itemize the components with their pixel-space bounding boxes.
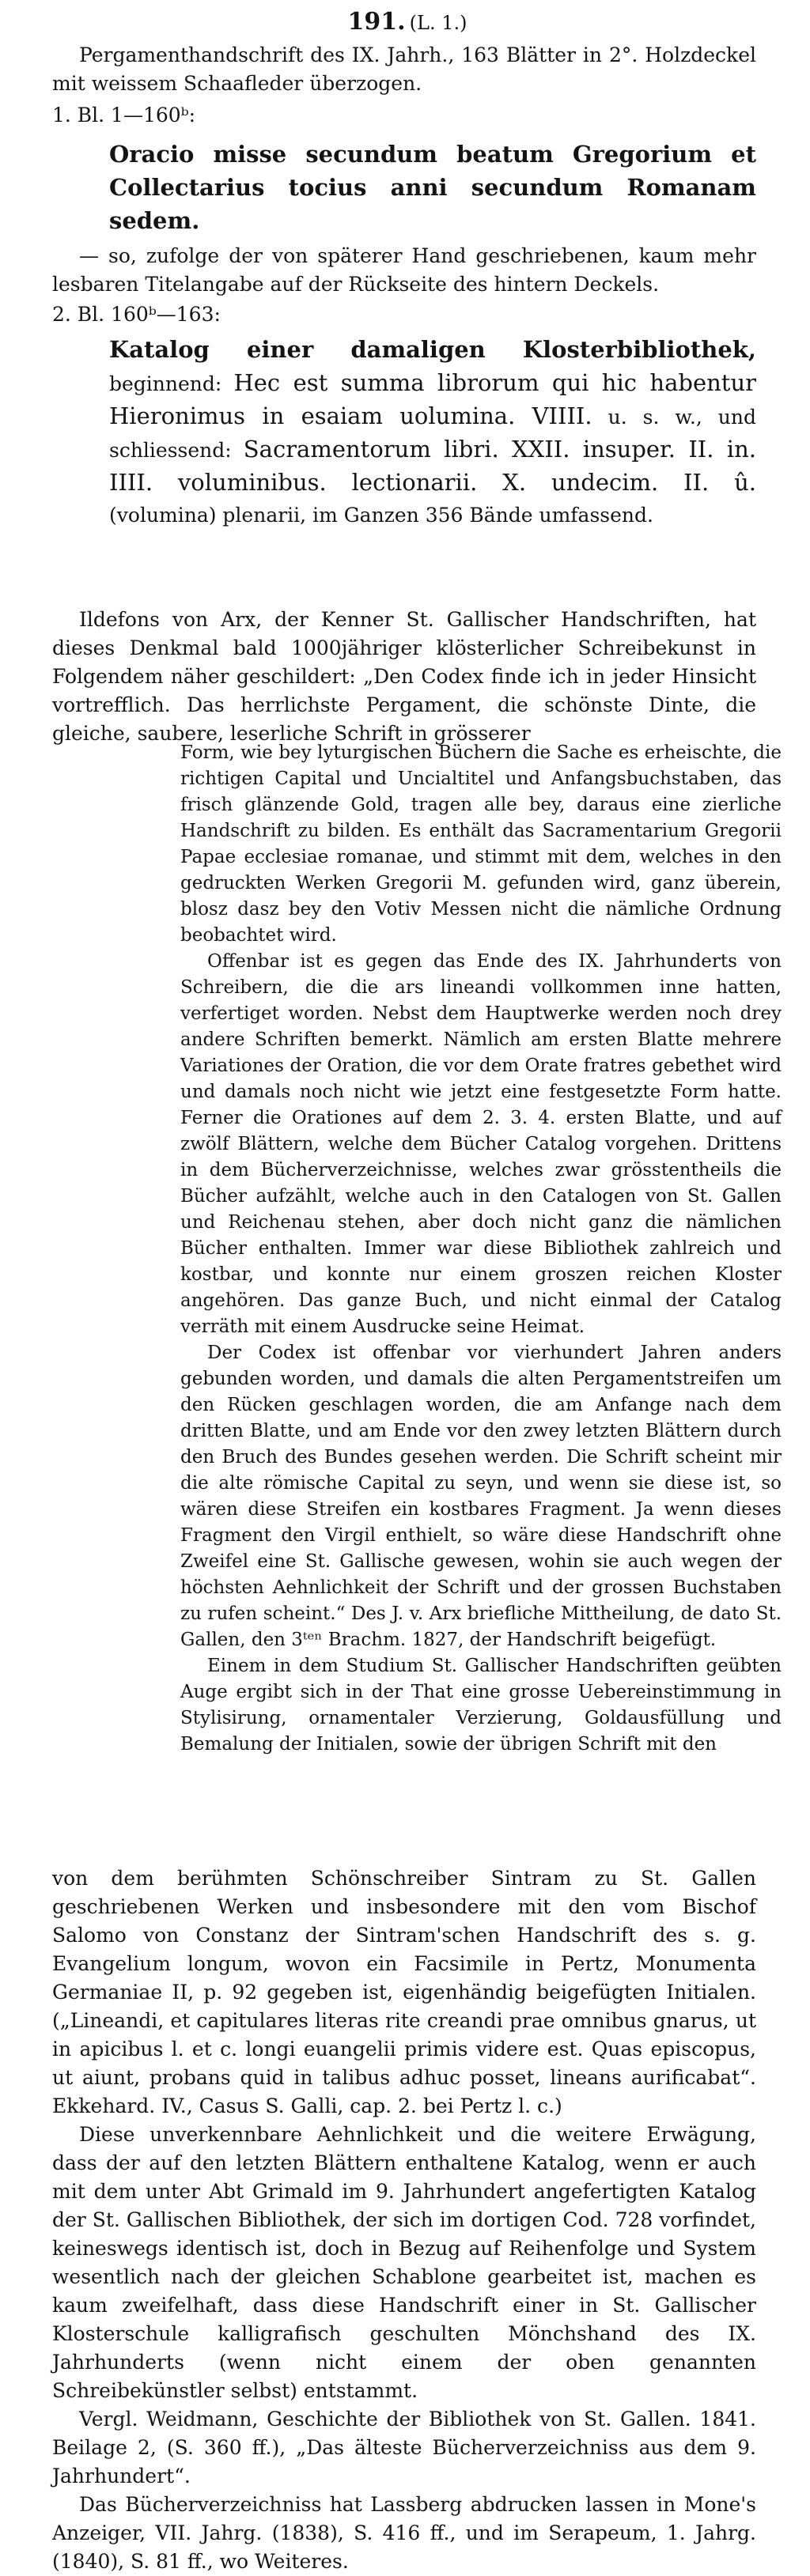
- item2-quote1-tail: u. s. w., und schliessend:: [109, 406, 756, 462]
- item1-note: — so, zufolge der von späterer Hand geschriebenen, kaum mehr lesbaren Titelangabe auf der Rückseite des hintern Deckels.: [52, 244, 756, 296]
- item2-quote1: Hec est summa librorum qui hic habentur Hieronimus in esaiam uolumina. VIIII.: [109, 369, 756, 429]
- page-reference: (L. 1.): [409, 12, 467, 34]
- body-paragraph: von dem berühmten Schönschreiber Sintram zu St. Gallen geschriebenen Werken und insbesondere mit den vom Bischof Salomo von Constanz der Sintram'schen Handschrift des s. g. Evangelium longum, wovon ein Facsimile in Pertz, Monumenta Germaniae II, p. 92 gegeben ist, eigenhändig beigefügten Initialen. („Lineandi, et capitulares literas rite creandi prae omnibus gnarus, ut in apicibus l. et c. longi euangelii primis videre est. Quas episcopus, ut aiunt, probans quid in talibus adhuc posset, lineans aurificabat“. Ekkehard. IV., Casus S. Galli, cap. 2. bei Pertz l. c.): [52, 1867, 756, 2117]
- item2-quote2: Sacramentorum libri. XXII. insuper. II. in. IIII. voluminibus. lectionarii. X. undecim. II. û.: [109, 436, 756, 496]
- page-number: 191.: [347, 8, 406, 36]
- item2-body: [109, 334, 756, 531]
- lower-text-block: [52, 1864, 756, 2576]
- intro-paragraph: Pergamenthandschrift des IX. Jahrh., 163 Blätter in 2°. Holzdeckel mit weissem Schaafleder überzogen.: [52, 43, 756, 95]
- item2-title-rest: beginnend:: [109, 372, 222, 395]
- page-header: [281, 6, 534, 38]
- item2-label: 2. Bl. 160ᵇ—163:: [52, 303, 221, 326]
- item1-label: 1. Bl. 1—160ᵇ:: [52, 104, 196, 127]
- quote-paragraph: Der Codex ist offenbar vor vierhundert Jahren anders gebunden worden, und damals die alten Pergamentstreifen um den Rücken geschlagen worden, die am Anfange nach dem dritten Blatte, und am Ende vor den zwey letzten Blättern durch den Bruch des Bundes gesehen werden. Die Schrift scheint mir die alte römische Capital zu seyn, und wenn sie diese ist, so wären diese Streifen ein kostbares Fragment. Ja wenn dieses Fragment den Virgil enthielt, so wäre diese Handschrift ohne Zweifel eine St. Gallische gewesen, wohin sie auch wegen der höchsten Aehnlichkeit der Schrift und der grossen Buchstaben zu rufen scheint.“ Des J. v. Arx briefliche Mittheilung, de dato St. Gallen, den 3ᵗᵉⁿ Brachm. 1827, der Handschrift beigefügt.: [180, 1343, 782, 1650]
- item2-quote2-tail: (volumina) plenarii, im Ganzen 356 Bände umfassend.: [109, 504, 653, 527]
- item2-title: Katalog einer damaligen Klosterbibliothek,: [109, 336, 756, 363]
- quote-paragraph: Offenbar ist es gegen das Ende des IX. Jahrhunderts von Schreibern, die die ars lineandi vollkommen inne hatten, verfertiget worden. Nebst dem Hauptwerke werden noch drey andere Schriften bemerkt. Nämlich am ersten Blatte mehrere Variationes der Oration, die vor dem Orate fratres gebethet wird und damals noch nicht wie jetzt eine festgesetzte Form hatte. Ferner die Orationes auf dem 2. 3. 4. ersten Blatte, und auf zwölf Blättern, welche dem Bücher Catalog vorgehen. Drittens in dem Bücherverzeichnisse, welches zwar grösstentheils die Bücher aufzählt, welche auch in den Catalogen von St. Gallen und Reichenau stehen, aber doch nicht ganz die nämlichen Bücher enthalten. Immer war diese Bibliothek zahlreich und kostbar, und konnte nur einem groszen reichen Kloster angehören. Das ganze Buch, und nicht einmal der Catalog verräth mit einem Ausdrucke seine Heimat.: [180, 951, 782, 1337]
- arx-quote-block: [180, 740, 782, 1758]
- quote-paragraph: Einem in dem Studium St. Gallischer Handschriften geübten Auge ergibt sich in der That eine grosse Uebereinstimmung in Stylisirung, ornamentaler Verzierung, Goldausfüllung und Bemalung der Initialen, sowie der übrigen Schrift mit den: [180, 1656, 782, 1754]
- body-paragraph: Das Bücherverzeichniss hat Lassberg abdrucken lassen in Mone's Anzeiger, VII. Jahrg. (1838), S. 416 ff., und im Serapeum, 1. Jahrg. (1840), S. 81 ff., wo Weiteres.: [52, 2493, 756, 2573]
- arx-paragraph: Ildefons von Arx, der Kenner St. Gallischer Handschriften, hat dieses Denkmal bald 1000jähriger klösterlicher Schreibekunst in Folgendem näher geschildert: „Den Codex finde ich in jeder Hinsicht vortrefflich. Das herrlichste Pergament, die schönste Dinte, die gleiche, saubere, leserliche Schrift in grösserer: [52, 608, 756, 745]
- item1-title: Oracio misse secundum beatum Gregorium et Collectarius tocius anni secundum Romanam sedem.: [109, 141, 756, 234]
- quote-paragraph: Form, wie bey lyturgischen Büchern die Sache es erheischte, die richtigen Capital und Uncialtitel und Anfangsbuchstaben, das frisch glänzende Gold, tragen alle bey, daraus eine zierliche Handschrift zu bilden. Es enthält das Sacramentarium Gregorii Papae ecclesiae romanae, und stimmt mit dem, welches in den gedruckten Werken Gregorii M. gefunden wird, ganz überein, blosz dasz bey den Votiv Messen nicht die nämliche Ordnung beobachtet wird.: [180, 742, 782, 946]
- body-paragraph: Diese unverkennbare Aehnlichkeit und die weitere Erwägung, dass der auf den letzten Blättern enthaltene Katalog, wenn er auch mit dem unter Abt Grimald im 9. Jahrhundert angefertigten Katalog der St. Gallischen Bibliothek, der sich im dortigen Cod. 728 vorfindet, keineswegs identisch ist, doch in Bezug auf Reihenfolge und System wesentlich nach der gleichen Schablone gearbeitet ist, machen es kaum zweifelhaft, dass diese Handschrift einer in St. Gallischer Klosterschule kalligrafisch geschulten Mönchshand des IX. Jahrhunderts (wenn nicht einem der oben genannten Schreibekünstler selbst) entstammt.: [52, 2123, 756, 2402]
- body-paragraph: Vergl. Weidmann, Geschichte der Bibliothek von St. Gallen. 1841. Beilage 2, (S. 360 ff.), „Das älteste Bücherverzeichniss aus dem 9. Jahrhundert“.: [52, 2408, 756, 2487]
